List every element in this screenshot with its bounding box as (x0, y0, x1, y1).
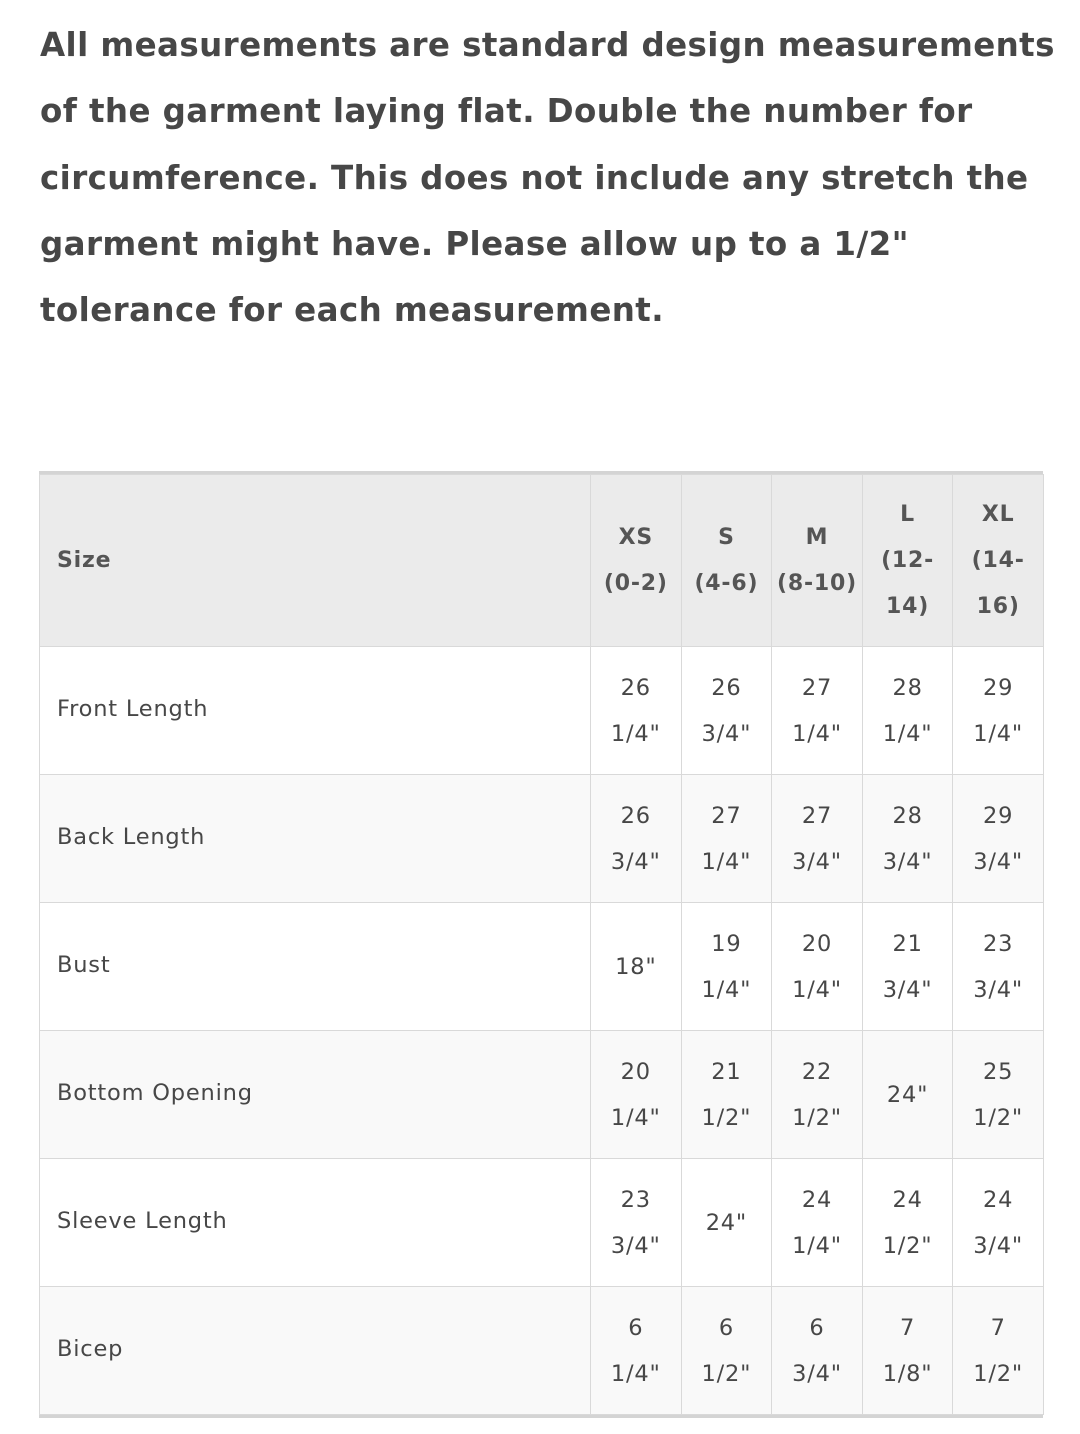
table-cell: 24 1/4" (772, 1159, 863, 1287)
table-cell: 19 1/4" (681, 903, 772, 1031)
table-cell: 23 3/4" (953, 903, 1044, 1031)
row-label-bicep: Bicep (40, 1287, 591, 1415)
row-label-front-length: Front Length (40, 647, 591, 775)
size-header-xs: XS (0-2) (591, 475, 682, 647)
table-cell: 7 1/8" (862, 1287, 953, 1415)
size-header-xl: XL (14-16) (953, 475, 1044, 647)
header-row (40, 475, 1044, 647)
table-row (40, 1159, 1044, 1287)
table-cell: 18" (591, 903, 682, 1031)
table-cell: 29 3/4" (953, 775, 1044, 903)
table-cell: 20 1/4" (591, 1031, 682, 1159)
table-row (40, 775, 1044, 903)
size-header-m: M (8-10) (772, 475, 863, 647)
table-cell: 29 1/4" (953, 647, 1044, 775)
table-cell: 20 1/4" (772, 903, 863, 1031)
table-cell: 25 1/2" (953, 1031, 1044, 1159)
table-cell: 22 1/2" (772, 1031, 863, 1159)
table-cell: 24 3/4" (953, 1159, 1044, 1287)
table-cell: 7 1/2" (953, 1287, 1044, 1415)
size-chart (39, 471, 1043, 1418)
table-row (40, 903, 1044, 1031)
size-header-l: L (12-14) (862, 475, 953, 647)
table-cell: 21 3/4" (862, 903, 953, 1031)
table-cell: 26 1/4" (591, 647, 682, 775)
table-cell: 23 3/4" (591, 1159, 682, 1287)
table-cell: 24" (862, 1031, 953, 1159)
size-header-s: S (4-6) (681, 475, 772, 647)
table-cell: 27 3/4" (772, 775, 863, 903)
table-cell: 27 1/4" (681, 775, 772, 903)
table-row (40, 1031, 1044, 1159)
row-label-bottom-opening: Bottom Opening (40, 1031, 591, 1159)
table-row (40, 1287, 1044, 1415)
table-cell: 26 3/4" (591, 775, 682, 903)
table-cell: 24" (681, 1159, 772, 1287)
table-cell: 6 3/4" (772, 1287, 863, 1415)
size-header-label: Size (40, 475, 591, 647)
table-row (40, 647, 1044, 775)
table-cell: 27 1/4" (772, 647, 863, 775)
size-chart-table (39, 474, 1044, 1415)
table-cell: 26 3/4" (681, 647, 772, 775)
table-cell: 28 1/4" (862, 647, 953, 775)
table-cell: 28 3/4" (862, 775, 953, 903)
table-cell: 6 1/4" (591, 1287, 682, 1415)
table-cell: 24 1/2" (862, 1159, 953, 1287)
measurement-note: All measurements are standard design measurements of the garment laying flat. Double the number for circumference. This does not include any stretch the garment might have. Please allow up to a 1/2" tolerance for each measurement. (40, 26, 1055, 330)
table-cell: 6 1/2" (681, 1287, 772, 1415)
row-label-sleeve-length: Sleeve Length (40, 1159, 591, 1287)
table-cell: 21 1/2" (681, 1031, 772, 1159)
row-label-bust: Bust (40, 903, 591, 1031)
row-label-back-length: Back Length (40, 775, 591, 903)
